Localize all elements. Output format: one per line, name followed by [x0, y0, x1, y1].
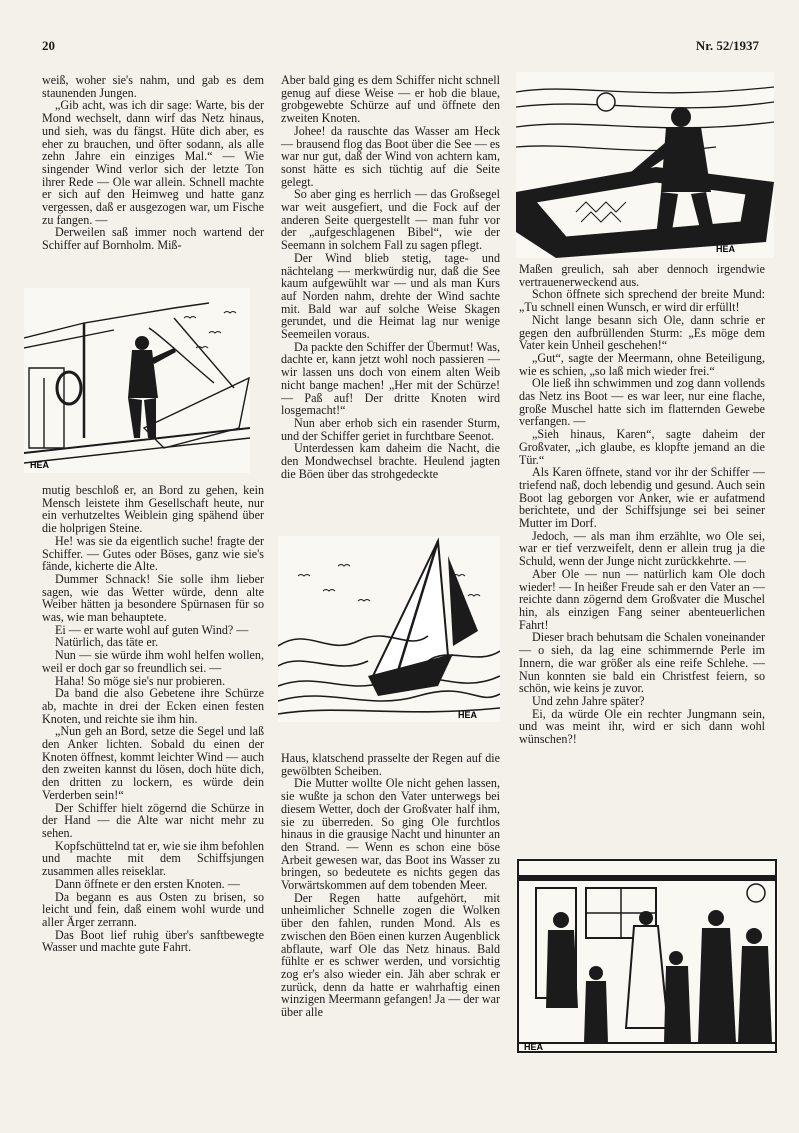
illustrator-signature: HEA: [458, 710, 478, 720]
paragraph: „Gib acht, was ich dir sage: Warte, bis der Mond wechselt, dann wirf das Netz hinaus, und sieh, was du fängst. Hüte dich aber, es eher zu brauchen, und öfter sodann, als alle zehn Jahre ein einziges Mal.“ — Wie singender Wind verlor sich der letzte Ton ihrer Rede — Ole war allein. Schnell machte er sich auf den Heimweg und hatte ganz vergessen, daß er ausgezogen war, um Fische zu fangen. —: [42, 98, 264, 227]
paragraph: Und zehn Jahre später?: [532, 693, 645, 708]
paragraph: „Sieh hinaus, Karen“, sagte daheim der Großvater, „ich glaube, es klopfte jemand an die Tür.“: [519, 427, 765, 467]
sailboat-in-storm-illustration: [278, 536, 500, 722]
paragraph: weiß, woher sie's nahm, und gab es dem staunenden Jungen.: [42, 73, 264, 100]
paragraph: Als Karen öffnete, stand vor ihr der Schiffer — triefend naß, doch lebendig und gesund. Auch sein Boot lag geborgen vor Anker, wie er aufatmend berichtete, und der Schiffsjunge sei bei seiner Mutter im Dorf.: [519, 465, 765, 531]
paragraph: Die Mutter wollte Ole nicht gehen lassen, sie wußte ja schon den Vater unterwegs bei diesem Wetter, doch der Großvater half ihm, sie zu überreden. So ging Ole furchtlos hinaus in die grausige Nacht und hinunter an den Strand. — Wenn es schon eine böse Arbeit gewesen war, das Boot ins Wasser zu bringen, so bedeutete es nichts gegen das Vorwärtskommen auf dem tobenden Meer.: [281, 776, 500, 893]
paragraph: „Nun geh an Bord, setze die Segel und laß den Anker lichten. Sobald du einen der Knoten öffnest, kommt leichter Wind — auch den zweiten kannst du lösen, doch hüte dich, den dritten zu lockern, es würde dein Verderben sein!“: [42, 724, 264, 802]
paragraph: Natürlich, das täte er.: [55, 635, 159, 650]
sailboat-in-storm-drawing: [278, 536, 500, 722]
paragraph: Da packte den Schiffer der Übermut! Was, dachte er, kann jetzt wohl noch passieren — wir lassen uns doch von einem alten Weib nicht bange machen! „Her mit der Schürze! — Paß auf! Der dritte Knoten wird losgemacht!“: [281, 339, 500, 418]
column-2-top: [281, 74, 500, 481]
paragraph: Johee! da rauschte das Wasser am Heck — brausend flog das Boot über die See — es war nur gut, daß der Wind von achtern kam, sonst hätte es sich tüchtig auf die Seite gelegt.: [281, 123, 500, 189]
clock-icon: [747, 884, 765, 902]
paragraph: Maßen greulich, sah aber dennoch irgendwie vertrauenerweckend aus.: [519, 262, 765, 289]
paragraph: Ole ließ ihn schwimmen und zog dann vollends das Netz ins Boot — es war leer, nur eine flache, große Muschel hatte sich im flatternden Gewebe verfangen. —: [519, 376, 765, 429]
paragraph: Nun — sie würde ihm wohl helfen wollen, weil er doch gar so freundlich sei. —: [42, 648, 264, 675]
paragraph: Jedoch, — als man ihm erzählte, wo Ole sei, war er tief verzweifelt, denn er allein trug ja die Schuld, wenn der Junge nicht zurückkehrte. —: [519, 528, 765, 569]
paragraph: Aber bald ging es dem Schiffer nicht schnell genug auf diese Weise — er hob die blaue, grobgewebte Schürze auf und öffnete den zweiten Knoten.: [281, 73, 500, 126]
paragraph: mutig beschloß er, an Bord zu gehen, kein Mensch leistete ihm Gesellschaft heute, nur ein verhutzeltes Weiblein ging spähend über die holprigen Steine.: [42, 483, 264, 536]
paragraph: Kopfschüttelnd tat er, wie sie ihm befohlen und machte mit dem Schiffsjungen zusammen alles reiseklar.: [42, 838, 264, 879]
paragraph: Dieser brach behutsam die Schalen voneinander — o sieh, da lag eine schimmernde Perle im Innern, die war größer als eine reife Schlehe. — Nun konnten sie bald ein Christfest feiern, so schön, wie keins je zuvor.: [519, 630, 765, 696]
fisherman-in-boat-illustration: [516, 72, 774, 258]
family-reunion-interior-drawing: [516, 858, 778, 1054]
moon-icon: [597, 93, 615, 111]
paragraph: Aber Ole — nun — natürlich kam Ole doch wieder! — In heißer Freude sah er den Vater an — reichte dann zögernd dem Großvater die Muschel hin, als einzigen Fang seiner abenteuerlichen Fahrt!: [519, 566, 765, 632]
paragraph: Haus, klatschend prasselte der Regen auf die gewölbten Scheiben.: [281, 751, 500, 778]
paragraph: Ei, da würde Ole ein rechter Jungmann sein, und was meint ihr, wird er sich dann wohl wünschen?!: [519, 706, 765, 747]
fisherman-in-boat-drawing: [516, 72, 774, 258]
column-3: [519, 263, 765, 746]
column-1-bottom: [42, 484, 264, 954]
issue-number: Nr. 52/1937: [695, 38, 759, 53]
skipper-on-deck-illustration: [24, 288, 250, 473]
page-number: 20: [42, 38, 55, 53]
paragraph: Das Boot lief ruhig über's sanftbewegte Wasser und machte gute Fahrt.: [42, 927, 264, 955]
illustrator-signature: HEA: [30, 460, 50, 470]
paragraph: Da band die also Gebetene ihre Schürze ab, machte in drei der Ecken einen festen Knoten, und reichte sie ihm hin.: [42, 686, 264, 726]
paragraph: „Gut“, sagte der Meermann, ohne Beteiligung, wie es schien, „so laß mich wieder frei.“: [519, 350, 765, 378]
paragraph: Der Regen hatte aufgehört, mit unheimlicher Schnelle zogen die Wolken über den fahlen, runden Mond. Als es zwischen den Böen einen kurzen Augenblick abflaute, warf Ole das Netz hinaus. Bald fühlte er es schwer werden, und vorsichtig zog er's also wieder ein. Jäh aber schrak er zurück, denn da hatte er wahrhaftig einen winzigen Meermann gefangen! Ja — der war über alle: [281, 890, 500, 1020]
paragraph: Der Wind blieb stetig, tage- und nächtelang — merkwürdig nur, daß die See kaum aufgewühlt war — und als man Kurs auf Norden nahm, drehte der Wind sachte mit. Bald war auf solche Weise Skagen gerundet, und die Heimat lag nur wenige Seemeilen voraus.: [281, 250, 500, 342]
column-2-bottom: [281, 752, 500, 1019]
paragraph: Nicht lange besann sich Ole, dann schrie er gegen den aufbrüllenden Sturm: „Es möge dem Vater kein Unheil geschehen!“: [519, 312, 765, 353]
family-reunion-interior-illustration: [516, 858, 778, 1054]
paragraph: Dann öffnete er den ersten Knoten. —: [55, 876, 240, 891]
skipper-on-deck-drawing: [24, 288, 250, 473]
illustrator-signature: HEA: [716, 244, 736, 254]
paragraph: Da begann es aus Osten zu brisen, so leicht und fein, daß einem wohl wurde und aller Ärger zerrann.: [42, 889, 264, 929]
column-1-top: [42, 74, 264, 252]
paragraph: Der Schiffer hielt zögernd die Schürze in der Hand — die Alte war nicht mehr zu sehen.: [42, 800, 264, 840]
paragraph: Derweilen saß immer noch wartend der Schiffer auf Bornholm. Miß-: [42, 225, 264, 253]
paragraph: Haha! So möge sie's nur probieren.: [55, 673, 226, 688]
paragraph: Dummer Schnack! Sie solle ihm lieber sagen, wie das Wetter würde, denn alte Weiber hätten ja besondere Spürnasen für so was, wie man behauptete.: [42, 571, 264, 625]
paragraph: Schon öffnete sich sprechend der breite Mund: „Tu schnell einen Wunsch, er wird dir erfüllt!: [519, 287, 765, 315]
paragraph: Ei — er warte wohl auf guten Wind? —: [55, 622, 249, 637]
illustrator-signature: HEA: [524, 1042, 544, 1052]
paragraph: So aber ging es herrlich — das Großsegel war weit ausgefiert, und die Fock auf der anderen Seite quergestellt — man fuhr vor der „aufgeschlagenen Bibel“, wie der Seemann in solchem Fall zu sagen pflegt.: [281, 187, 500, 253]
paragraph: He! was sie da eigentlich suche! fragte der Schiffer. — Gutes oder Böses, ganz wie sie's fände, kicherte die Alte.: [42, 533, 264, 574]
paragraph: Nun aber erhob sich ein rasender Sturm, und der Schiffer geriet in furchtbare Seenot.: [281, 415, 500, 443]
paragraph: Unterdessen kam daheim die Nacht, die den Mondwechsel brachte. Heulend jagten die Böen über das strohgedeckte: [281, 441, 500, 481]
